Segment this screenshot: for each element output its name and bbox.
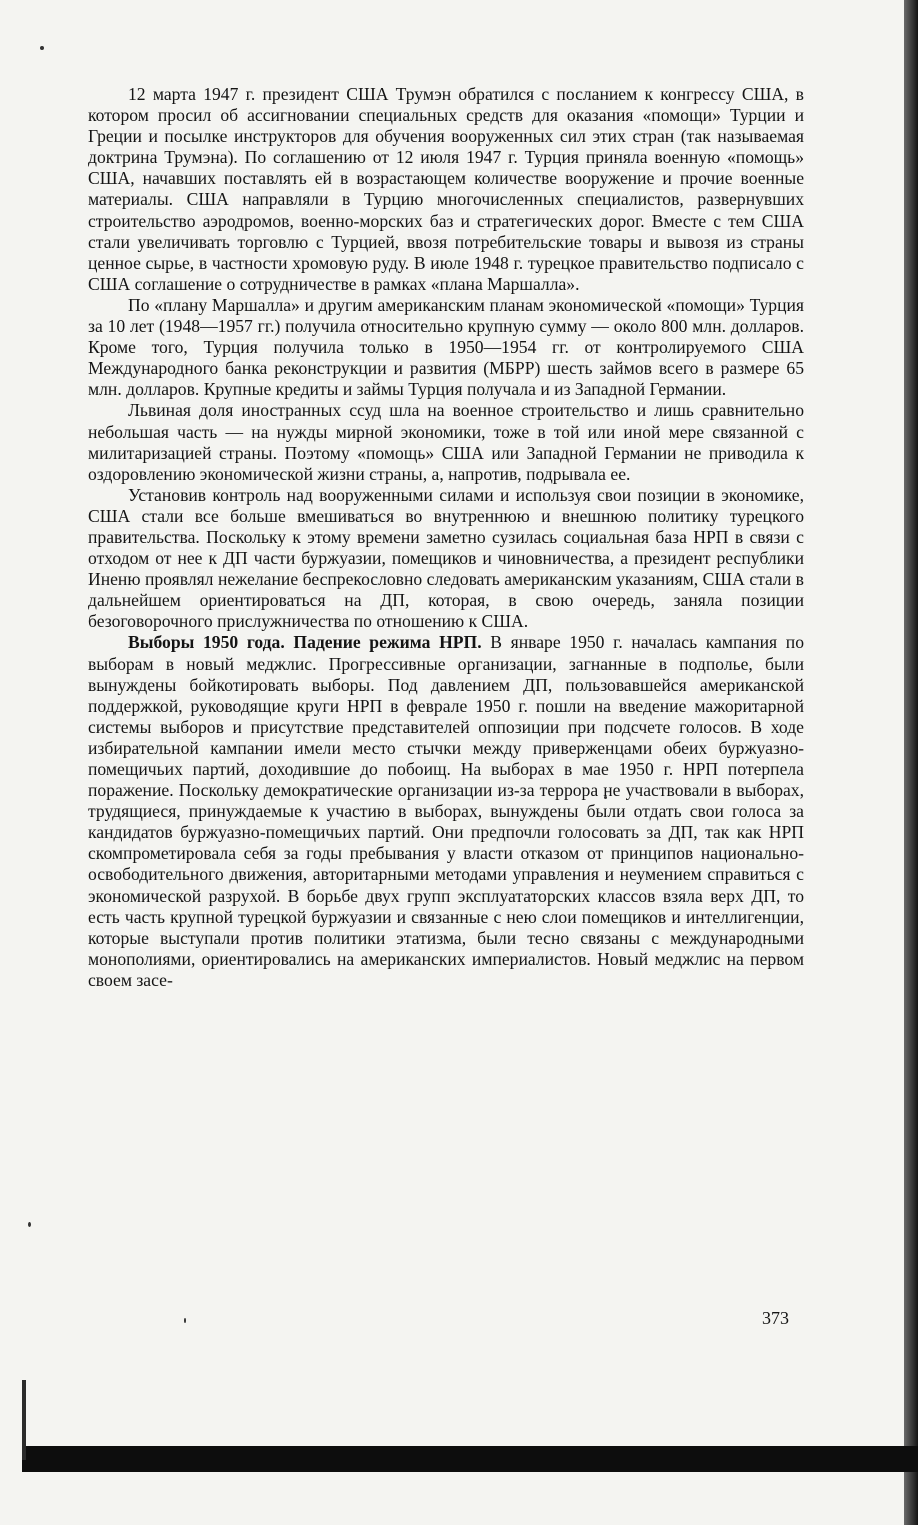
- page-number: 373: [762, 1308, 789, 1328]
- paragraph-text: 12 марта 1947 г. президент США Трумэн обратился с посланием к конгрессу США, в котором просил об ассигновании специальных средств для оказания «помощи» Турции и Греции и посылке инструкторов для обучения вооруженных сил этих стран (так называемая доктрина Трумэна). По соглашению от 12 июля 1947 г. Турция приняла военную «помощь» США, начавших поставлять ей в возрастающем количестве вооружение и прочие военные материалы. США направляли в Турцию многочисленных специалистов, развернувших строительство аэродромов, военно-морских баз и стратегических дорог. Вместе с тем США стали увеличивать торговлю с Турцией, ввозя потребительские товары и вывозя из страны ценное сырье, в частности хромовую руду. В июле 1948 г. турецкое правительство подписало с США соглашение о сотрудничестве в рамках «плана Маршалла».: [88, 84, 804, 294]
- scan-speck: [28, 1222, 31, 1227]
- scan-speck: [40, 46, 44, 50]
- paragraph-text: Львиная доля иностранных ссуд шла на военное строительство и лишь сравнительно небольшая часть — на нужды мирной экономики, тоже в той или иной мере связанной с милитаризацией страны. Поэтому «помощь» США или Западной Германии не приводила к оздоровлению экономической жизни страны, а, напротив, подрывала ее.: [88, 400, 804, 484]
- paragraph: [88, 632, 804, 991]
- paragraph-text: В январе 1950 г. началась кампания по выборам в новый меджлис. Прогрессивные организации, загнанные в подполье, были вынуждены бойкотировать выборы. Под давлением ДП, пользовавшейся американской поддержкой, руководящие круги НРП в феврале 1950 г. пошли на введение мажоритарной системы выборов и присутствие представителей оппозиции при подсчете голосов. В ходе избирательной кампании имели место стычки между приверженцами обеих буржуазно-помещичьих партий, доходившие до побоищ. На выборах в мае 1950 г. НРП потерпела поражение. Поскольку демократические организации из-за террора не участвовали в выборах, трудящиеся, принуждаемые к участию в выборах, вынуждены были отдать свои голоса за кандидатов буржуазно-помещичьих партий. Они предпочли голосовать за ДП, так как НРП скомпрометировала себя за годы пребывания у власти отказом от принципов национально-освободительного движения, авторитарными методами управления и неумением справиться с экономической разрухой. В борьбе двух групп эксплуататорских классов взяла верх ДП, то есть часть крупной турецкой буржуазии и связанные с нею слои помещиков и интеллигенции, которые выступали против политики этатизма, были тесно связаны с международными монополиями, ориентировались на американских империалистов. Новый меджлис на первом своем засе-: [88, 632, 804, 990]
- body-text: [88, 84, 804, 991]
- scan-speck: [184, 1318, 186, 1323]
- scan-edge-left: [22, 1380, 26, 1460]
- section-heading: Выборы 1950 года. Падение режима НРП.: [128, 632, 482, 653]
- paragraph: [88, 485, 804, 633]
- paragraph-text: По «плану Маршалла» и другим американским планам экономической «помощи» Турция за 10 лет (1948—1957 гг.) получила относительно крупную сумму — около 800 млн. долларов. Кроме того, Турция получила только в 1950—1954 гг. от контролируемого США Международного банка реконструкции и развития (МБРР) шесть займов всего в размере 65 млн. долларов. Крупные кредиты и займы Турция получала и из Западной Германии.: [88, 294, 804, 400]
- paragraph: [88, 400, 804, 484]
- paragraph-text: Установив контроль над вооруженными силами и используя свои позиции в экономике, США стали все больше вмешиваться во внутреннюю и внешнюю политику турецкого правительства. Поскольку к этому времени заметно сузилась социальная база НРП в связи с отходом от нее к ДП части буржуазии, помещиков и чиновничества, а президент республики Иненю проявлял нежелание беспрекословно следовать американским указаниям, США стали в дальнейшем ориентироваться на ДП, которая, в свою очередь, заняла позиции безоговорочного прислужничества по отношению к США.: [88, 484, 804, 632]
- scan-edge-right: [904, 0, 918, 1525]
- paragraph: [88, 295, 804, 400]
- paragraph: [88, 84, 804, 295]
- scan-edge-bottom: [22, 1446, 918, 1472]
